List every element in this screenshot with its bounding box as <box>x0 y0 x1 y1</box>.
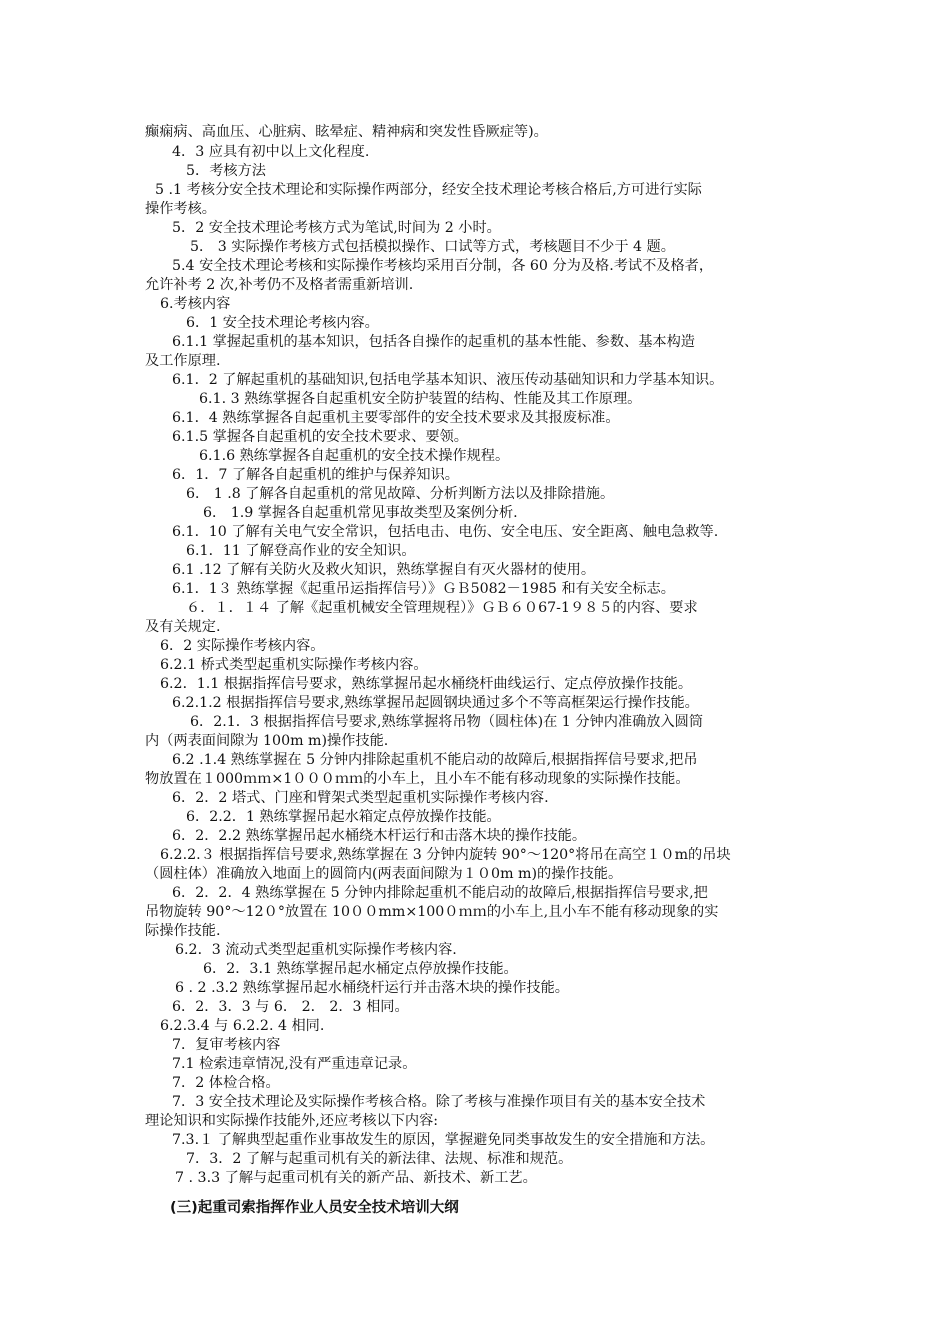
text-line: 6.1．4 熟练掌握各自起重机主要零部件的安全技术要求及其报废标准。 <box>172 410 620 426</box>
text-line: 理论知识和实际操作技能外,还应考核以下内容: <box>145 1113 439 1129</box>
text-line: 6．2.1．3 根据指挥信号要求,熟练掌握将吊物（圆柱体)在 1 分钟内准确放入圆筒 <box>190 714 704 730</box>
text-line: 及有关规定. <box>145 619 221 635</box>
text-line: 内（两表面间隙为 100m m)操作技能. <box>145 733 389 749</box>
section-title: (三)起重司索指挥作业人员安全技术培训大纲 <box>170 1200 459 1216</box>
text-line: 5.4 安全技术理论考核和实际操作考核均采用百分制，各 60 分为及格.考试不及格者， <box>172 258 714 274</box>
text-line: （圆柱体）准确放入地面上的圆筒内(两表面间隙为１０0m m)的操作技能。 <box>145 866 623 882</box>
text-line: 6.1 .12 了解有关防火及救火知识，熟练掌握自有灭火器材的使用。 <box>172 562 596 578</box>
text-line: 6 . 2 .3.2 熟练掌握吊起水桶绕杆运行并击落木块的操作技能。 <box>175 980 569 996</box>
text-line: 6.2.2.３ 根据指挥信号要求,熟练掌握在 3 分钟内旋转 90°～120°将吊在高空１０m的吊块 <box>160 847 731 863</box>
text-line: 6.2.1.2 根据指挥信号要求,熟练掌握吊起圆钢块通过多个不等高框架运行操作技能。 <box>172 695 699 711</box>
text-line: 6.2．3 流动式类型起重机实际操作考核内容. <box>175 942 457 958</box>
text-line: 6．1．7 了解各自起重机的维护与保养知识。 <box>172 467 459 483</box>
text-line: 物放置在１000ｍｍ×1０００ｍｍ的小车上，且小车不能有移动现象的实际操作技能。 <box>145 771 690 787</box>
text-line: 6.1．1３ 熟练掌握《起重吊运指挥信号）》ＧＢ5082－1985 和有关安全标志。 <box>172 581 675 597</box>
text-line: 7．3 安全技术理论及实际操作考核合格。除了考核与准操作项目有关的基本安全技术 <box>172 1094 706 1110</box>
text-line: 6.2 .1.4 熟练掌握在 5 分钟内排除起重机不能启动的故障后,根据指挥信号要求,把吊 <box>172 752 698 768</box>
text-line: 6.1．10 了解有关电气安全常识，包括电击、电伤、安全电压、安全距离、触电急救等. <box>172 524 719 540</box>
text-line: 6.1.6 熟练掌握各自起重机的安全技术操作规程。 <box>199 448 510 464</box>
text-line: 癫痫病、高血压、心脏病、眩晕症、精神病和突发性昏厥症等)。 <box>145 124 548 140</box>
text-line: 6． 1.9 掌握各自起重机常见事故类型及案例分析. <box>203 505 518 521</box>
text-line: 6．2．2 塔式、门座和臂架式类型起重机实际操作考核内容. <box>172 790 549 806</box>
section-heading-7: 7．复审考核内容 <box>172 1037 281 1053</box>
text-line: 及工作原理. <box>145 353 221 369</box>
text-line: 7.3.１ 了解典型起重作业事故发生的原因，掌握避免同类事故发生的安全措施和方法。 <box>172 1132 715 1148</box>
text-line: 7．3．2 了解与起重司机有关的新法律、法规、标准和规范。 <box>186 1151 573 1167</box>
text-line: 6．2.2．1 熟练掌握吊起水箱定点停放操作技能。 <box>186 809 501 825</box>
text-line: 6．2．3．3 与 6． 2． 2．3 相同。 <box>172 999 409 1015</box>
text-line: 7 . 3.3 了解与起重司机有关的新产品、新技术、新工艺。 <box>175 1170 537 1186</box>
text-line: 操作考核。 <box>145 201 216 217</box>
text-line: 6．2 实际操作考核内容。 <box>160 638 325 654</box>
section-heading-6: 6.考核内容 <box>160 296 231 312</box>
text-line: 6.2.3.4 与 6.2.2. 4 相同. <box>160 1018 325 1034</box>
text-line: 4．3 应具有初中以上文化程度. <box>172 144 370 160</box>
text-line: ６．１．１４ 了解《起重机械安全管理规程）》ＧＢ６０67-1９８５的内容、要求 <box>186 600 698 616</box>
text-line: 6．2．2．4 熟练掌握在 5 分钟内排除起重机不能启动的故障后,根据指挥信号要求,把 <box>172 885 708 901</box>
text-line: 6．2．3.1 熟练掌握吊起水桶定点停放操作技能。 <box>203 961 518 977</box>
text-line: 6.1. 3 熟练掌握各自起重机安全防护装置的结构、性能及其工作原理。 <box>199 391 642 407</box>
text-line: 6．1 安全技术理论考核内容。 <box>186 315 379 331</box>
text-line: 6．2．2.2 熟练掌握吊起水桶绕木杆运行和击落木块的操作技能。 <box>172 828 587 844</box>
text-line: 6.1.5 掌握各自起重机的安全技术要求、要领。 <box>172 429 468 445</box>
text-line: 际操作技能. <box>145 923 221 939</box>
text-line: 6． 1 .8 了解各自起重机的常见故障、分析判断方法以及排除措施。 <box>186 486 615 502</box>
text-line: 7．2 体检合格。 <box>172 1075 280 1091</box>
text-line: 6.2.1 桥式类型起重机实际操作考核内容。 <box>160 657 428 673</box>
text-line: 吊物旋转 90°～12０°放置在 10００mm×100０ｍｍ的小车上,且小车不能有移动现象的实 <box>145 904 719 920</box>
text-line: 7.1 检索违章情况,没有严重违章记录。 <box>172 1056 417 1072</box>
text-line: 5 .1 考核分安全技术理论和实际操作两部分，经安全技术理论考核合格后,方可进行实际 <box>155 182 702 198</box>
text-line: 允许补考 2 次,补考仍不及格者需重新培训. <box>145 277 414 293</box>
text-line: 6.1．2 了解起重机的基础知识,包括电学基本知识、液压传动基础知识和力学基本知识。 <box>172 372 724 388</box>
text-line: 5． 3 实际操作考核方式包括模拟操作、口试等方式，考核题目不少于 4 题。 <box>190 239 675 255</box>
text-line: 5．2 安全技术理论考核方式为笔试,时间为 2 小时。 <box>172 220 501 236</box>
text-line: 6.1.1 掌握起重机的基本知识，包括各自操作的起重机的基本性能、参数、基本构造 <box>172 334 695 350</box>
text-line: 6.2．1.1 根据指挥信号要求，熟练掌握吊起水桶绕杆曲线运行、定点停放操作技能。 <box>160 676 693 692</box>
section-heading-5: 5．考核方法 <box>186 163 266 179</box>
text-line: 6.1．11 了解登高作业的安全知识。 <box>186 543 416 559</box>
